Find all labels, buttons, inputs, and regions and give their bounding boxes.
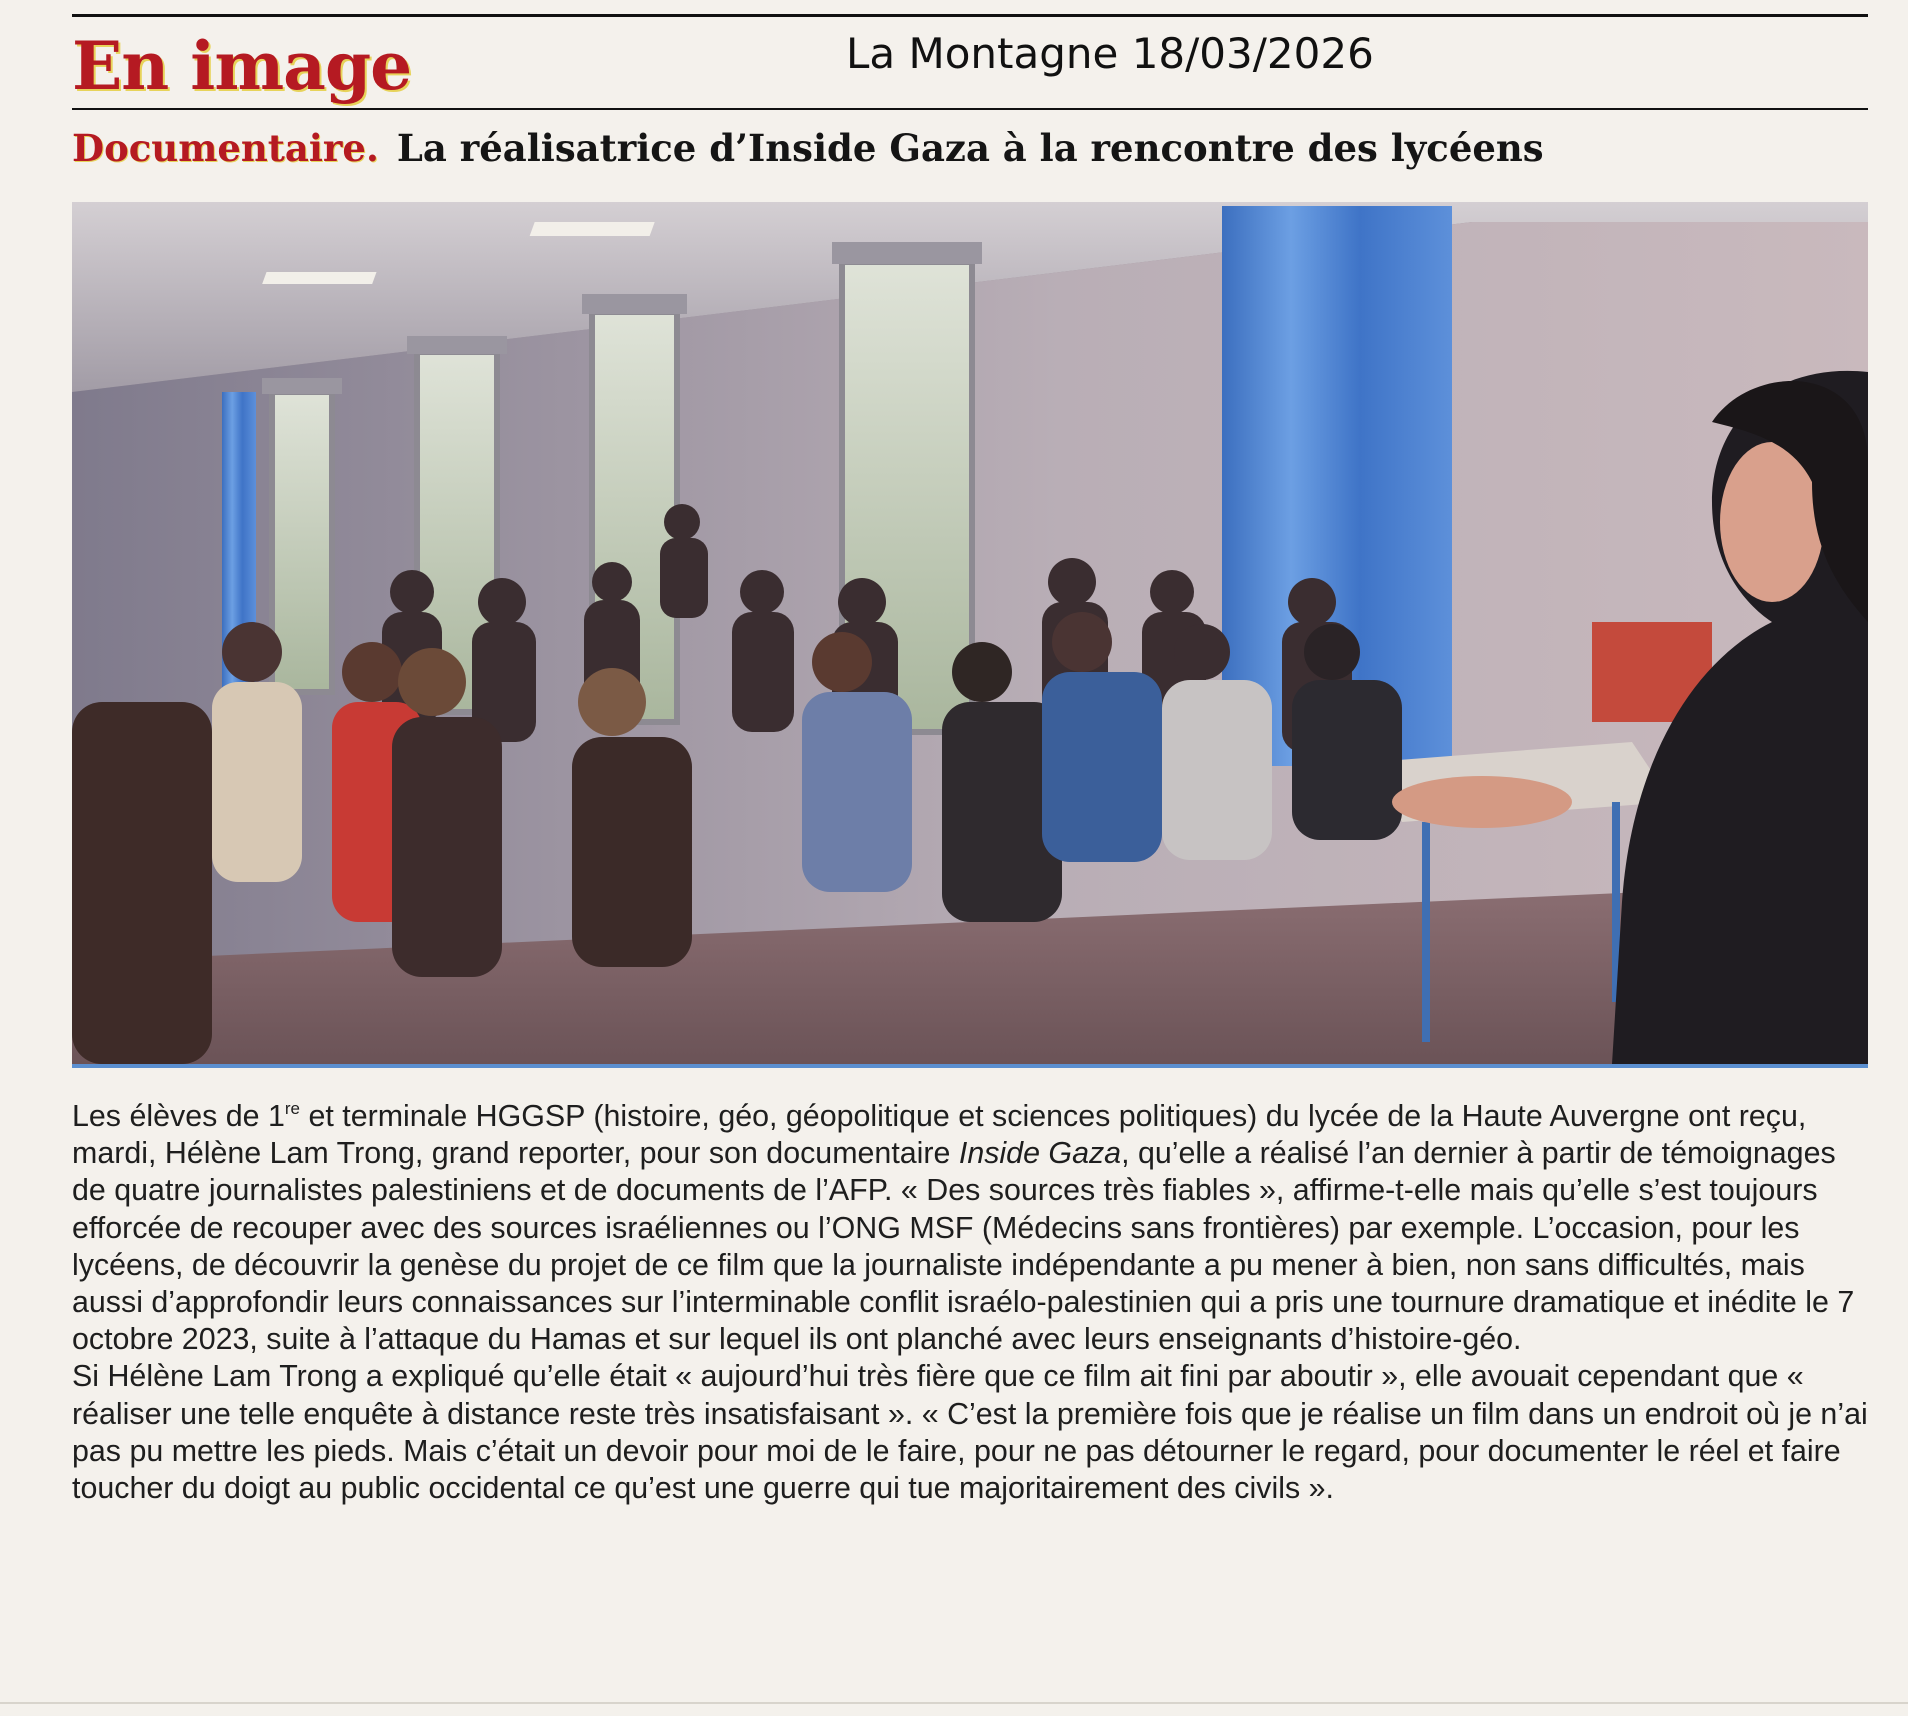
article-text: et terminale HGGSP (histoire, géo, géopolitique et sciences politiques) du lycée de la Haute Auvergne ont reçu, mardi, Hélène Lam Trong, grand reporter, pour son documentaire xyxy=(72,1099,1807,1171)
article-paragraph-1 xyxy=(72,1098,1872,1358)
headline-kicker: Documentaire. xyxy=(72,126,379,170)
article-text: Les élèves de 1 xyxy=(72,1099,285,1133)
top-rule xyxy=(72,14,1868,17)
article-paragraph-2: Si Hélène Lam Trong a expliqué qu’elle était « aujourd’hui très fière que ce film ait fini par aboutir », elle avouait cependant que « réaliser une telle enquête à distance reste très insatisfaisant ». « C’est la première fois que je réalise un film dans un endroit où je n’ai pas pu mettre les pieds. Mais c’était un devoir pour moi de le faire, pour ne pas détourner le regard, pour documenter le réel et faire toucher du doigt au public occidental ce qu’est une guerre qui tue majoritairement des civils ». xyxy=(72,1359,1868,1506)
header-rule xyxy=(72,108,1868,110)
article-text: , qu’elle a réalisé l’an dernier à partir de témoignages de quatre journalistes palestiniens et de documents de l’AFP. « Des sources très fiables », affirme-t-elle mais qu’elle s’est toujours efforcée de recouper avec des sources israéliennes ou l’ONG MSF (Médecins sans frontières) par exemple. L’occasion, pour les lycéens, de découvrir la genèse du projet de ce film que la journaliste indépendante a pu mener à bien, non sans difficultés, mais aussi d’approfondir leurs connaissances sur l’interminable conflit israélo-palestinien qui a pris une tournure dramatique et inédite le 7 octobre 2023, suite à l’attaque du Hamas et sur lequel ils ont planché avec leurs enseignants d’histoire-géo. xyxy=(72,1136,1855,1357)
photo-bottom-line xyxy=(72,1064,1868,1068)
headline-title: La réalisatrice d’Inside Gaza à la rencontre des lycéens xyxy=(396,126,1544,170)
classroom-photo xyxy=(72,202,1868,1064)
dateline: La Montagne 18/03/2026 xyxy=(846,29,1374,78)
bottom-rule xyxy=(0,1702,1908,1704)
headline xyxy=(72,122,1868,183)
article-body xyxy=(72,1098,1872,1507)
section-rubric: En image xyxy=(72,27,412,105)
film-title: Inside Gaza xyxy=(958,1136,1122,1171)
ordinal-superscript: re xyxy=(284,1099,301,1118)
